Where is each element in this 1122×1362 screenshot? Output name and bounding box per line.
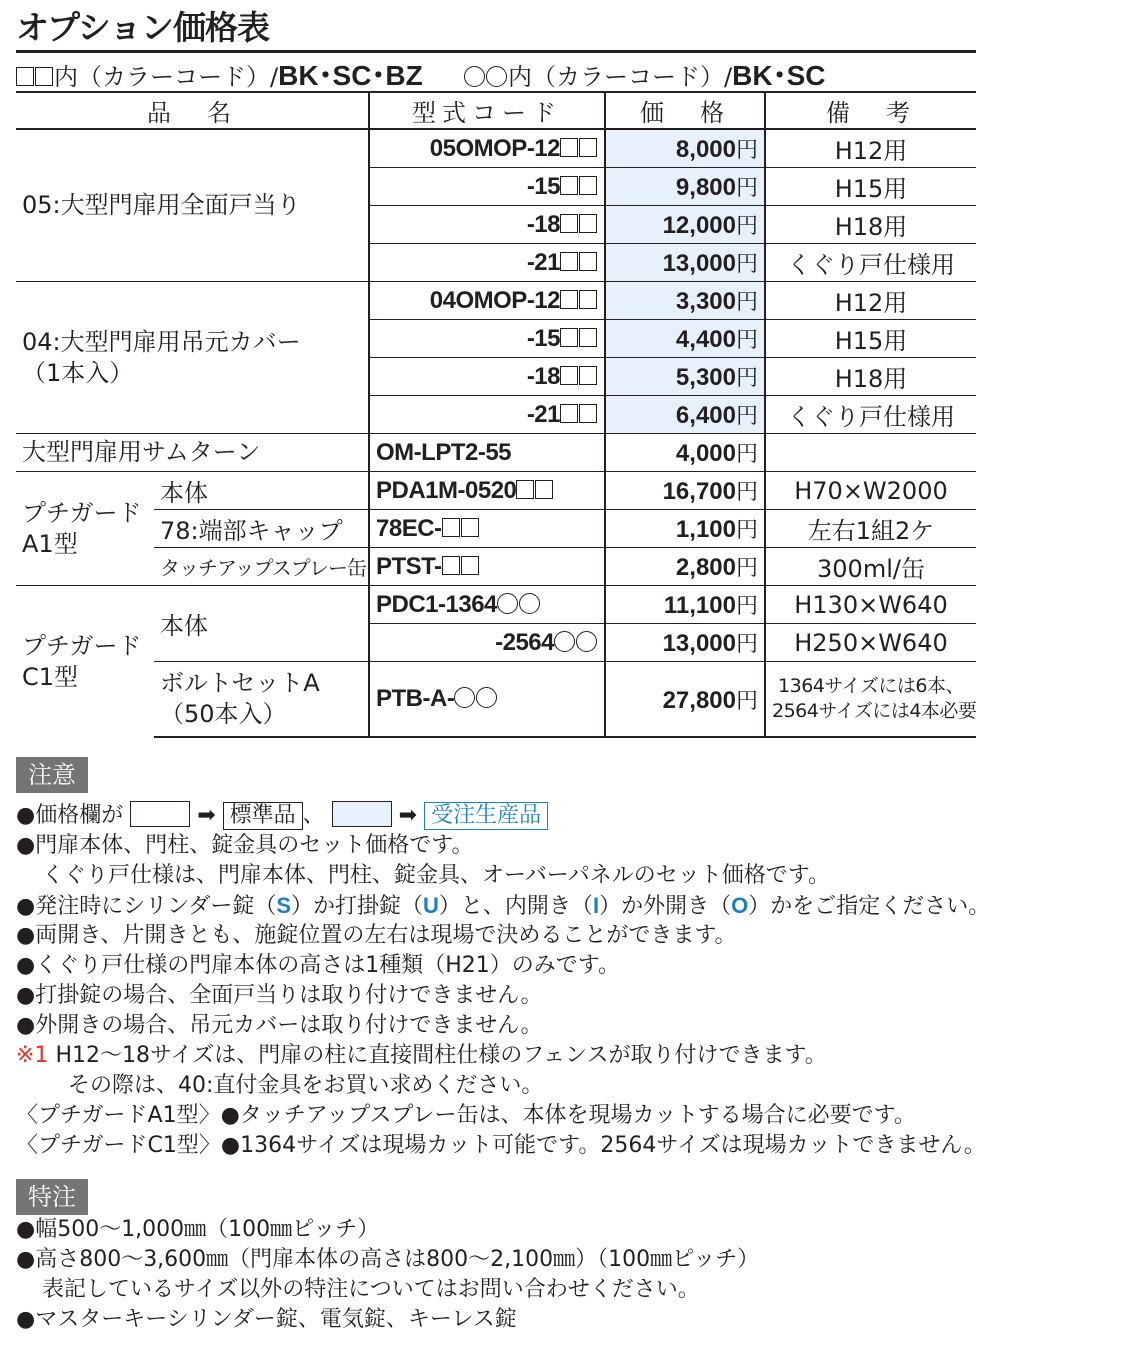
price: 5,300円: [605, 358, 765, 396]
remark: 左右1組2ケ: [765, 510, 976, 548]
note-line: くぐり戸仕様は、門扉本体、門柱、錠金具、オーバーパネルのセット価格です。: [42, 863, 831, 888]
note-line: ●門扉本体、門柱、錠金具のセット価格です。: [16, 833, 474, 858]
title-rule: [16, 50, 976, 53]
special-notes: [16, 1215, 759, 1335]
remark: 1364サイズには6本、 2564サイズには4本必要: [765, 662, 976, 738]
price: 1,100円: [605, 510, 765, 548]
arrow-icon: ➡: [197, 803, 216, 828]
remark: くぐり戸仕様用: [765, 244, 976, 282]
model-code: -18: [369, 206, 605, 244]
note-line: ●両開き、片開きとも、施錠位置の左右は現場で決めることができます。: [16, 923, 737, 948]
model-code: OM-LPT2-55: [369, 434, 605, 472]
remark: H18用: [765, 206, 976, 244]
special-label: 特注: [16, 1179, 88, 1215]
price: 13,000円: [605, 244, 765, 282]
remark: H15用: [765, 320, 976, 358]
note-line: ●高さ800〜3,600㎜（門扉本体の高さは800〜2,100㎜）（100㎜ピッチ）: [16, 1247, 760, 1272]
price: 12,000円: [605, 206, 765, 244]
header-name: 品 名: [16, 92, 369, 129]
table-header: [16, 92, 976, 129]
remark: H70×W2000: [765, 472, 976, 510]
price: 6,400円: [605, 396, 765, 434]
product-name: プチガード C1型: [16, 586, 154, 738]
price-table: [16, 91, 976, 738]
table-row: [16, 434, 976, 472]
header-code: 型式コード: [369, 92, 605, 129]
note-line: ●マスターキーシリンダー錠、電気錠、キーレス錠: [16, 1307, 517, 1332]
table-row: [16, 662, 976, 738]
circle-color-codes: BK･SC: [732, 60, 826, 91]
circle-color-label: 内（カラーコード）/: [508, 63, 733, 91]
note-line: ※1 H12〜18サイズは、門扉の柱に直接間柱仕様のフェンスが取り付けできます。: [16, 1043, 827, 1068]
square-mark: [16, 67, 34, 86]
remark: くぐり戸仕様用: [765, 396, 976, 434]
remark: H18用: [765, 358, 976, 396]
price: 9,800円: [605, 168, 765, 206]
model-code: -21: [369, 244, 605, 282]
note-line: ●発注時にシリンダー錠（S）か打掛錠（U）と、内開き（I）か外開き（O）かをご指定ください。: [16, 893, 991, 919]
remark: 300ml/缶: [765, 548, 976, 586]
note-line: 〈プチガードC1型〉●1364サイズは現場カット可能です。2564サイズは現場カットできません。: [16, 1133, 986, 1158]
price: 2,800円: [605, 548, 765, 586]
model-code: -21: [369, 396, 605, 434]
circle-mark: [486, 66, 507, 87]
standard-tag: 標準品: [223, 802, 303, 830]
note-line: 表記しているサイズ以外の特注についてはお問い合わせください。: [42, 1277, 700, 1302]
remark: H15用: [765, 168, 976, 206]
square-mark: [35, 67, 53, 86]
remark: H130×W640: [765, 586, 976, 624]
arrow-icon: ➡: [398, 803, 418, 828]
price: 4,000円: [605, 434, 765, 472]
note-line: ●幅500〜1,000㎜（100㎜ピッチ）: [16, 1217, 380, 1242]
square-color-label: 内（カラーコード）/: [54, 63, 279, 91]
table-row: [16, 282, 976, 320]
model-code: -15: [369, 168, 605, 206]
model-code: PTST-: [369, 548, 605, 586]
header-price: 価 格: [605, 92, 765, 129]
price: 27,800円: [605, 662, 765, 738]
table-row: [16, 510, 976, 548]
table-row: [16, 129, 976, 168]
note-line: ●くぐり戸仕様の門扉本体の高さは1種類（H21）のみです。: [16, 953, 620, 978]
standard-swatch: [130, 801, 190, 827]
sub-item: 本体: [154, 472, 369, 510]
order-tag: 受注生産品: [424, 802, 548, 830]
product-name: 04:大型門扉用吊元カバー （1本入）: [16, 282, 369, 434]
note-line: その際は、40:直付金具をお買い求めください。: [68, 1073, 544, 1098]
circle-mark: [464, 66, 485, 87]
table-row: [16, 548, 976, 586]
price: 3,300円: [605, 282, 765, 320]
table-row: [16, 586, 976, 624]
remark: [765, 434, 976, 472]
model-code: -15: [369, 320, 605, 358]
model-code: -18: [369, 358, 605, 396]
model-code: -2564: [369, 624, 605, 662]
sub-item: タッチアップスプレー缶: [154, 548, 369, 586]
remark: H250×W640: [765, 624, 976, 662]
model-code: 78EC-: [369, 510, 605, 548]
header-note: 備 考: [765, 92, 976, 129]
caution-notes: [16, 801, 990, 1161]
note-line: 〈プチガードA1型〉●タッチアップスプレー缶は、本体を現場カットする場合に必要です。: [16, 1103, 916, 1128]
table-row: [16, 472, 976, 510]
remark: H12用: [765, 129, 976, 168]
product-name: 05:大型門扉用全面戸当り: [16, 129, 369, 282]
model-code: PDC1-1364: [369, 586, 605, 624]
square-color-codes: BK･SC･BZ: [278, 60, 423, 91]
color-code-legend: [16, 54, 976, 90]
model-code: 05OMOP-12: [369, 129, 605, 168]
price: 8,000円: [605, 129, 765, 168]
sub-item: 78:端部キャップ: [154, 510, 369, 548]
price: 16,700円: [605, 472, 765, 510]
note-line: ●打掛錠の場合、全面戸当りは取り付けできません。: [16, 983, 543, 1008]
model-code: 04OMOP-12: [369, 282, 605, 320]
order-swatch: [332, 801, 392, 827]
price-legend: ●価格欄が ➡ 標準品 、 ➡ 受注生産品: [16, 801, 990, 831]
remark: H12用: [765, 282, 976, 320]
sub-item: ボルトセットA （50本入）: [154, 662, 369, 738]
page-title: オプション価格表: [16, 8, 270, 47]
price: 4,400円: [605, 320, 765, 358]
price: 11,100円: [605, 586, 765, 624]
caution-label: 注意: [16, 757, 88, 793]
price: 13,000円: [605, 624, 765, 662]
note-line: ●外開きの場合、吊元カバーは取り付けできません。: [16, 1013, 543, 1038]
product-name: 大型門扉用サムターン: [16, 434, 369, 472]
model-code: PDA1M-0520: [369, 472, 605, 510]
sub-item: 本体: [154, 586, 369, 662]
product-name: プチガード A1型: [16, 472, 154, 586]
model-code: PTB-A-: [369, 662, 605, 738]
